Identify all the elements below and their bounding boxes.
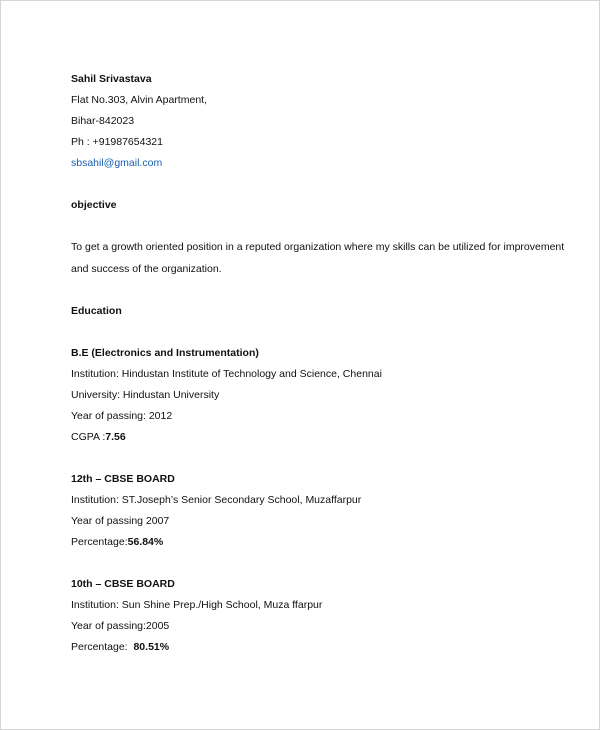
twelfth-percentage-label: Percentage: (71, 536, 128, 548)
objective-text-line-2: and success of the organization. (71, 263, 222, 275)
be-year-of-passing: Year of passing: 2012 (71, 410, 173, 422)
tenth-percentage-label: Percentage: (71, 641, 134, 653)
resume-content (71, 69, 571, 658)
tenth-percentage-value: 80.51% (133, 641, 170, 653)
tenth-title: 10th – CBSE BOARD (71, 578, 175, 590)
address-line-1: Flat No.303, Alvin Apartment, (71, 94, 207, 106)
be-cgpa-label: CGPA : (71, 431, 106, 443)
be-cgpa-value: 7.56 (105, 431, 126, 443)
tenth-percentage (71, 637, 571, 658)
be-university: University: Hindustan University (71, 389, 220, 401)
education-12th-block (71, 469, 571, 553)
education-10th-block (71, 574, 571, 658)
objective-text (71, 237, 571, 280)
education-be-block (71, 343, 571, 448)
twelfth-institution: Institution: ST.Joseph’s Senior Secondary School, Muzaffarpur (71, 494, 362, 506)
objective-text-line-1: To get a growth oriented position in a reputed organization where my skills can be utilized for improvement (71, 241, 565, 253)
twelfth-percentage-value: 56.84% (127, 536, 164, 548)
contact-name: Sahil Srivastava (71, 73, 152, 85)
objective-heading: objective (71, 199, 117, 211)
twelfth-percentage (71, 532, 571, 553)
be-degree-title: B.E (Electronics and Instrumentation) (71, 347, 259, 359)
phone-number: Ph : +91987654321 (71, 136, 163, 148)
twelfth-year-of-passing: Year of passing 2007 (71, 515, 170, 527)
education-heading: Education (71, 305, 122, 317)
address-line-2: Bihar-842023 (71, 115, 135, 127)
be-institution: Institution: Hindustan Institute of Technology and Science, Chennai (71, 368, 382, 380)
tenth-institution: Institution: Sun Shine Prep./High School, Muza ffarpur (71, 599, 323, 611)
be-cgpa (71, 427, 571, 448)
twelfth-title: 12th – CBSE BOARD (71, 473, 175, 485)
email-link[interactable]: sbsahil@gmail.com (71, 157, 163, 169)
tenth-year-of-passing: Year of passing:2005 (71, 620, 170, 632)
